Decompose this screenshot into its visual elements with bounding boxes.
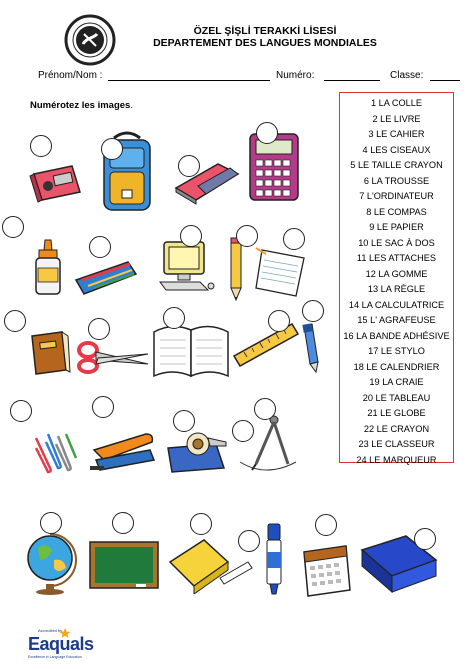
- logo-tagline-text: Excellence in Language Education: [28, 655, 82, 659]
- instruction-text: Numérotez les images: [30, 100, 131, 111]
- answer-circle[interactable]: [180, 225, 202, 247]
- vocab-item: 19 LA CRAIE: [369, 377, 424, 387]
- school-name: ÖZEL ŞİŞLİ TERAKKİ LİSESİ: [193, 25, 337, 37]
- answer-circle[interactable]: [4, 310, 26, 332]
- vocab-item: 20 LE TABLEAU: [362, 392, 431, 403]
- answer-circle[interactable]: [30, 135, 52, 157]
- vocab-item: 2 LE LIVRE: [372, 113, 421, 124]
- answer-circle[interactable]: [178, 155, 200, 177]
- logo-accredited-text: Accredited by: [38, 628, 63, 633]
- tape-dispenser-illustration: [164, 428, 232, 474]
- school-seal-logo: [64, 14, 116, 66]
- name-label: Prénom/Nom :: [38, 70, 103, 81]
- book-illustration: [26, 328, 72, 378]
- star-icon: [58, 628, 72, 638]
- answer-circle[interactable]: [2, 216, 24, 238]
- answer-circle[interactable]: [101, 138, 123, 160]
- vocab-item: 9 LE PAPIER: [369, 222, 424, 232]
- glue-bottle-illustration: [30, 236, 66, 298]
- vocab-item: 22 LE CRAYON: [363, 423, 430, 434]
- name-field[interactable]: [108, 80, 270, 81]
- stapler-illustration: [88, 420, 158, 474]
- vocab-item: 14 LA CALCULATRICE: [348, 299, 445, 310]
- instruction: [30, 100, 133, 111]
- vocab-item: 24 LE MARQUEUR: [356, 454, 437, 465]
- vocab-item: 17 LE STYLO: [368, 346, 425, 356]
- answer-circle[interactable]: [283, 228, 305, 250]
- answer-circle[interactable]: [173, 410, 195, 432]
- scissors-illustration: [76, 340, 152, 374]
- vocab-item: 1 LA COLLE: [370, 98, 423, 108]
- class-field[interactable]: [430, 80, 460, 81]
- eaquals-logo: [28, 628, 108, 664]
- answer-circle[interactable]: [256, 122, 278, 144]
- student-info-row: [38, 70, 458, 84]
- vocab-item: 4 LES CISEAUX: [362, 144, 431, 155]
- vocab-item: 21 LE GLOBE: [367, 408, 426, 418]
- answer-circle[interactable]: [190, 513, 212, 535]
- chalkboard-illustration: [86, 538, 162, 594]
- vocab-item: 7 L'ORDINATEUR: [359, 191, 434, 201]
- answer-circle[interactable]: [315, 514, 337, 536]
- instruction-period: .: [130, 100, 133, 111]
- answer-circle[interactable]: [89, 236, 111, 258]
- globe-illustration: [22, 530, 78, 596]
- vocab-item: 13 LA RÈGLE: [367, 284, 426, 294]
- logo-brand-text: Eaquals: [28, 634, 94, 654]
- vocab-item: 15 L' AGRAFEUSE: [357, 315, 436, 325]
- vocab-item: 8 LE COMPAS: [366, 206, 427, 217]
- answer-circle[interactable]: [163, 307, 185, 329]
- answer-circle[interactable]: [40, 512, 62, 534]
- paper-clips-illustration: [30, 428, 80, 476]
- paper-illustration: [252, 244, 308, 300]
- vocab-item: 5 LE TAILLE CRAYON: [350, 160, 443, 170]
- answer-circle[interactable]: [254, 398, 276, 420]
- department-name: DEPARTEMENT DES LANGUES MONDIALES: [153, 37, 377, 49]
- number-field[interactable]: [324, 80, 380, 81]
- answer-circle[interactable]: [238, 530, 260, 552]
- class-label: Classe:: [390, 70, 424, 81]
- answer-circle[interactable]: [112, 512, 134, 534]
- vocab-item: 10 LE SAC À DOS: [358, 237, 435, 248]
- pen-illustration: [298, 322, 324, 374]
- answer-circle[interactable]: [10, 400, 32, 422]
- calendar-illustration: [296, 540, 356, 600]
- answer-circle[interactable]: [414, 528, 436, 550]
- vocab-item: 3 LE CAHIER: [368, 129, 425, 139]
- vocabulary-list: [339, 92, 454, 463]
- pencil-case-illustration: [72, 256, 140, 298]
- pencil-sharpener-illustration: [26, 152, 86, 210]
- vocab-item: 6 LA TROUSSE: [363, 175, 430, 186]
- vocab-item: 11 LES ATTACHES: [356, 253, 437, 263]
- answer-circle[interactable]: [268, 310, 290, 332]
- vocab-item: 16 LA BANDE ADHÉSIVE: [343, 330, 450, 341]
- answer-circle[interactable]: [88, 318, 110, 340]
- answer-circle[interactable]: [92, 396, 114, 418]
- answer-circle[interactable]: [232, 420, 254, 442]
- number-label: Numéro:: [276, 70, 315, 81]
- vocab-item: 12 LA GOMME: [365, 268, 428, 279]
- answer-circle[interactable]: [302, 300, 324, 322]
- vocab-item: 18 LE CALENDRIER: [353, 361, 440, 372]
- marker-illustration: [262, 520, 286, 598]
- vocab-item: 23 LE CLASSEUR: [358, 439, 435, 449]
- ruler-illustration: [230, 318, 302, 368]
- notebook-illustration: [150, 318, 232, 380]
